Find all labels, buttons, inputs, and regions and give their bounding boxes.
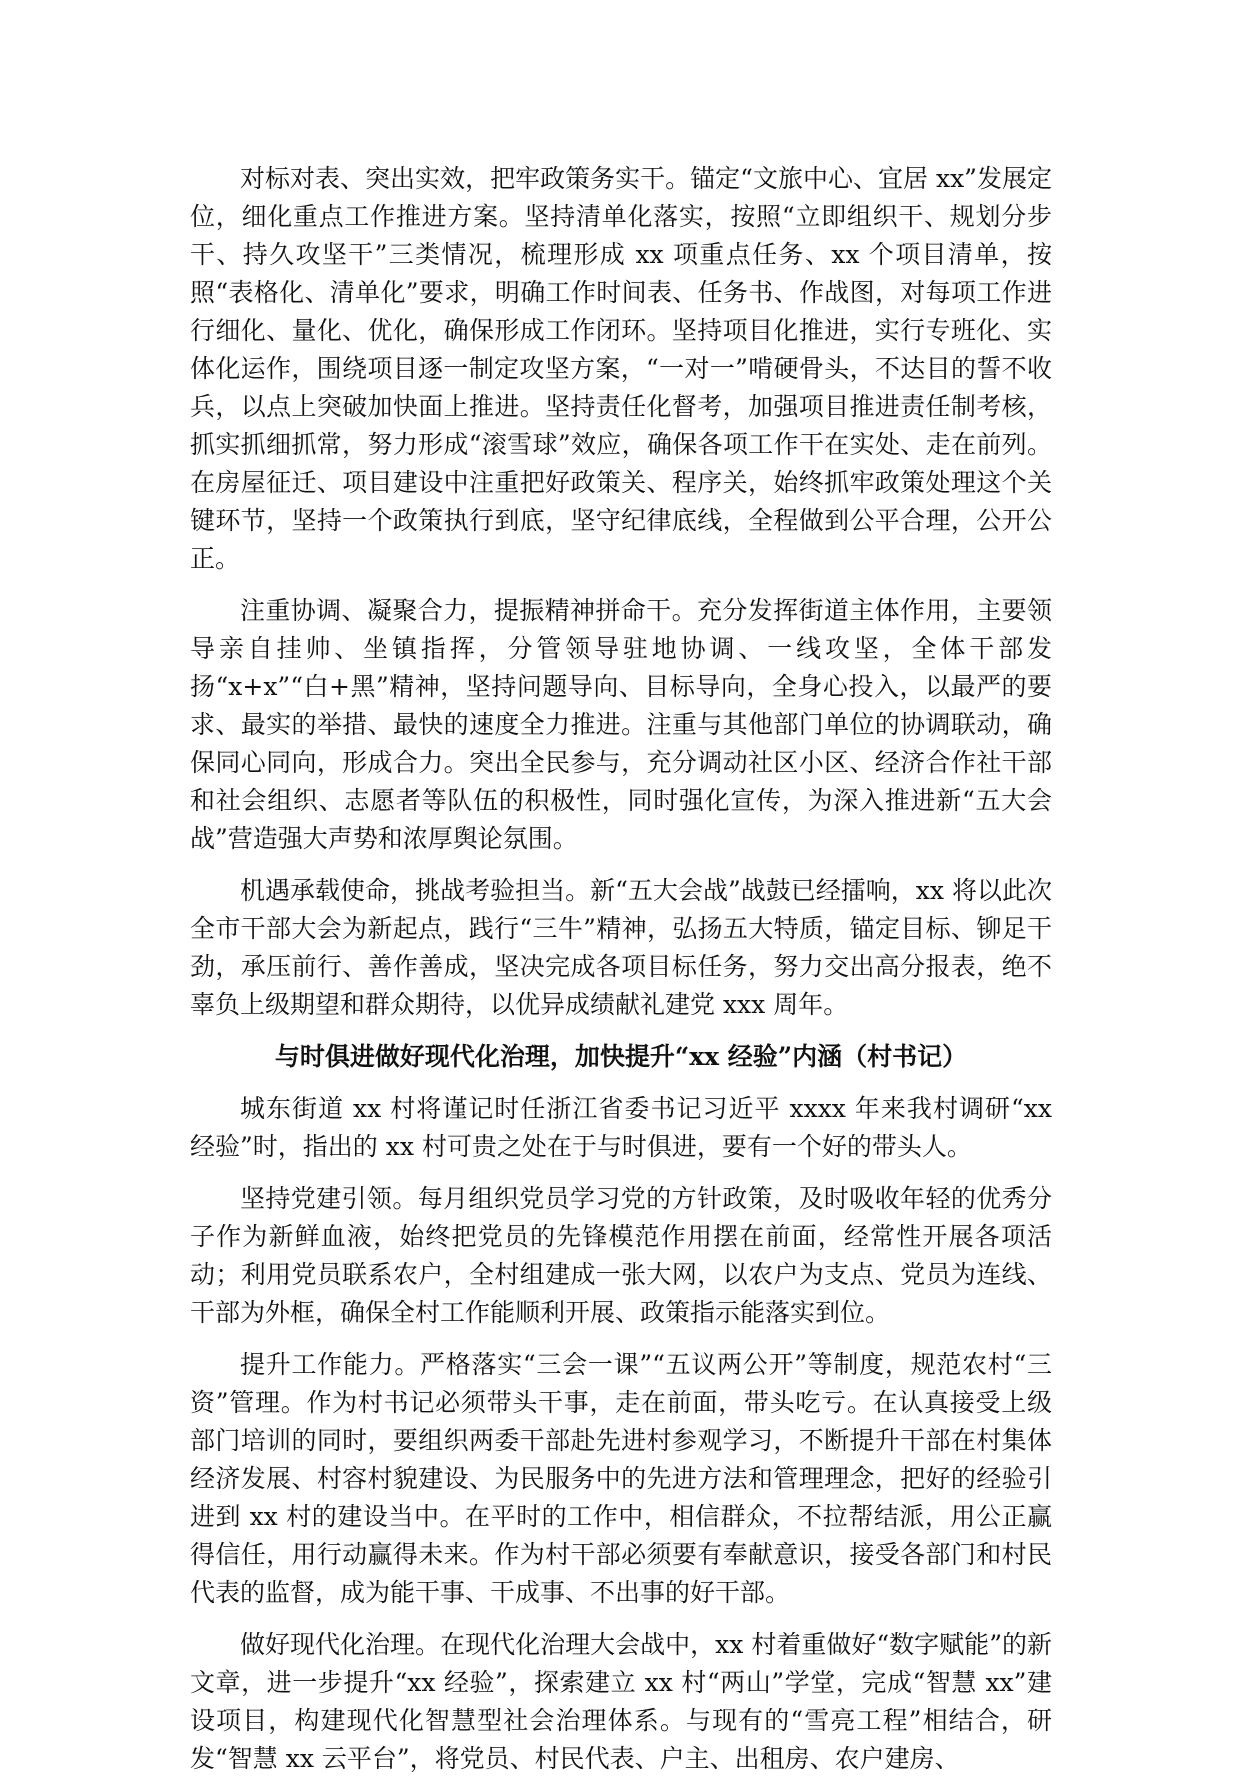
paragraph-mission: 机遇承载使命，挑战考验担当。新“五大会战”战鼓已经擂响，xx 将以此次全市干部大会为新起点，践行“三牛”精神，弘扬五大特质，锚定目标、铆足干劲，承压前行、善作善成，坚决完成各项目标任务，努力交出高分报表，绝不辜负上级期望和群众期待，以优异成绩献礼建党 xxx 周年。 — [190, 876, 1052, 1019]
paragraph-party-building: 坚持党建引领。每月组织党员学习党的方针政策，及时吸收年轻的优秀分子作为新鲜血液，始终把党员的先锋模范作用摆在前面，经常性开展各项活动；利用党员联系农户，全村组建成一张大网，以农户为支点、党员为连线、干部为外框，确保全村工作能顺利开展、政策指示能落实到位。 — [190, 1184, 1052, 1327]
section-heading: 与时俱进做好现代化治理，加快提升“xx 经验”内涵（村书记） — [274, 1042, 968, 1071]
paragraph-policy-implementation: 对标对表、突出实效，把牢政策务实干。锚定“文旅中心、宜居 xx”发展定位，细化重点工作推进方案。坚持清单化落实，按照“立即组织干、规划分步干、持久攻坚干”三类情况，梳理形成 xx 项重点任务、xx 个项目清单，按照“表格化、清单化”要求，明确工作时间表、任务书、作战图，对每项工作进行细化、量化、优化，确保形成工作闭环。坚持项目化推进，实行专班化、实体化运作，围绕项目逐一制定攻坚方案，“一对一”啃硬骨头，不达目的誓不收兵，以点上突破加快面上推进。坚持责任化督考，加强项目推进责任制考核，抓实抓细抓常，努力形成“滚雪球”效应，确保各项工作干在实处、走在前列。在房屋征迁、项目建设中注重把好政策关、程序关，始终抓牢政策处理这个关键环节，坚持一个政策执行到底，坚守纪律底线，全程做到公平合理，公开公正。 — [190, 164, 1052, 573]
paragraph-coordination: 注重协调、凝聚合力，提振精神拼命干。充分发挥街道主体作用，主要领导亲自挂帅、坐镇指挥，分管领导驻地协调、一线攻坚，全体干部发扬“x+x”“白+黑”精神，坚持问题导向、目标导向，全身心投入，以最严的要求、最实的举措、最快的速度全力推进。注重与其他部门单位的协调联动，确保同心同向，形成合力。突出全民参与，充分调动社区小区、经济合作社干部和社会组织、志愿者等队伍的积极性，同时强化宣传，为深入推进新“五大会战”营造强大声势和浓厚舆论氛围。 — [190, 596, 1052, 853]
document-body — [190, 160, 1052, 1792]
paragraph-village-intro: 城东街道 xx 村将谨记时任浙江省委书记习近平 xxxx 年来我村调研“xx 经验”时，指出的 xx 村可贵之处在于与时俱进，要有一个好的带头人。 — [190, 1094, 1052, 1161]
paragraph-modern-governance: 做好现代化治理。在现代化治理大会战中，xx 村着重做好“数字赋能”的新文章，进一步提升“xx 经验”，探索建立 xx 村“两山”学堂，完成“智慧 xx”建设项目，构建现代化智慧型社会治理体系。与现有的“雪亮工程”相结合，研发“智慧 xx 云平台”，将党员、村民代表、户主、出租房、农户建房、 — [190, 1630, 1052, 1773]
paragraph-work-capability: 提升工作能力。严格落实“三会一课”“五议两公开”等制度，规范农村“三资”管理。作为村书记必须带头干事，走在前面，带头吃亏。在认真接受上级部门培训的同时，要组织两委干部赴先进村参观学习，不断提升干部在村集体经济发展、村容村貌建设、为民服务中的先进方法和管理理念，把好的经验引进到 xx 村的建设当中。在平时的工作中，相信群众，不拉帮结派，用公正赢得信任，用行动赢得未来。作为村干部必须要有奉献意识，接受各部门和村民代表的监督，成为能干事、干成事、不出事的好干部。 — [190, 1350, 1052, 1607]
